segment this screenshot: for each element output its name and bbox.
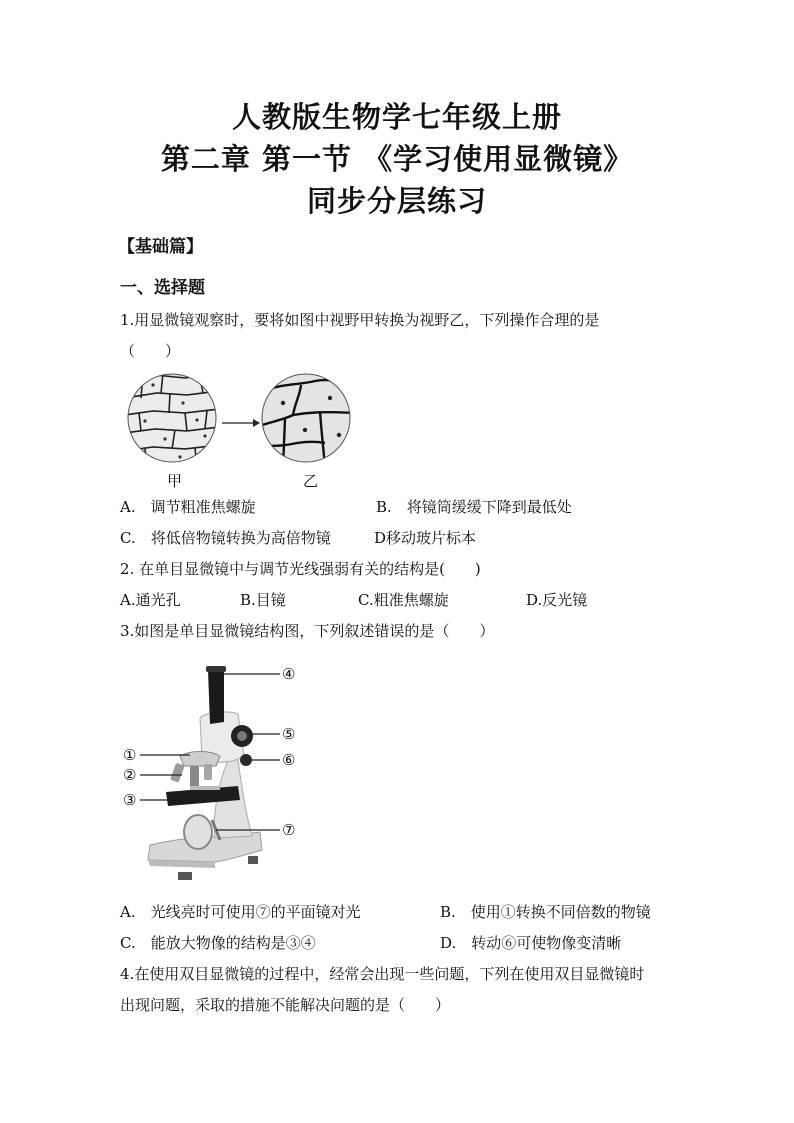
label-jia: 甲 (167, 472, 183, 490)
title-line-3: 同步分层练习 (306, 184, 487, 218)
q4-stem-line-1: 4.在使用双目显微镜的过程中，经常会出现一些问题，下列在使用双目显微镜时 (120, 965, 645, 983)
marker-4: ④ (282, 665, 296, 683)
marker-7: ⑦ (282, 821, 296, 839)
q3-stem: 3.如图是单目显微镜结构图，下列叙述错误的是（ ） (120, 622, 495, 640)
title-line-1: 人教版生物学七年级上册 (231, 100, 562, 134)
q3-option-d: D. 转动⑥可使物像变清晰 (440, 934, 622, 952)
marker-6: ⑥ (282, 751, 296, 769)
arrow-icon (222, 419, 260, 427)
q1-stem: 1.用显微镜观察时，要将如图中视野甲转换为视野乙，下列操作合理的是 (120, 311, 600, 329)
q2-option-d: D.反光镜 (526, 591, 588, 609)
section-basic: 【基础篇】 (118, 237, 203, 257)
marker-1: ① (123, 746, 137, 764)
view-yi-circle (262, 374, 355, 468)
q4-stem-line-2: 出现问题，采取的措施不能解决问题的是（ ） (120, 996, 451, 1014)
q2-option-c: C.粗准焦螺旋 (358, 591, 449, 609)
q1-option-b: B. 将镜筒缓缓下降到最低处 (376, 498, 572, 516)
q3-option-a: A. 光线亮时可使用⑦的平面镜对光 (120, 903, 361, 921)
microscope-figure (120, 660, 320, 885)
q3-option-b: B. 使用①转换不同倍数的物镜 (440, 903, 651, 921)
q2-option-a: A.通光孔 (120, 591, 181, 609)
q2-stem: 2. 在单目显微镜中与调节光线强弱有关的结构是( ) (120, 560, 481, 578)
marker-5: ⑤ (282, 725, 296, 743)
q1-option-a: A. 调节粗准焦螺旋 (120, 498, 256, 516)
label-yi: 乙 (303, 472, 319, 490)
cell-view-figure (125, 373, 355, 468)
q1-option-c: C. 将低倍物镜转换为高倍物镜 (120, 529, 331, 547)
q2-option-b: B.目镜 (240, 591, 286, 609)
q3-option-c: C. 能放大物像的结构是③④ (120, 934, 316, 952)
section-choice: 一、选择题 (120, 278, 205, 298)
view-jia-circle (125, 373, 220, 468)
marker-2: ② (123, 766, 137, 784)
q1-blank: （ ） (120, 342, 181, 360)
title-line-2: 第二章 第一节 《学习使用显微镜》 (160, 142, 634, 176)
q1-option-d: D移动玻片标本 (374, 529, 477, 547)
marker-3: ③ (123, 791, 137, 809)
